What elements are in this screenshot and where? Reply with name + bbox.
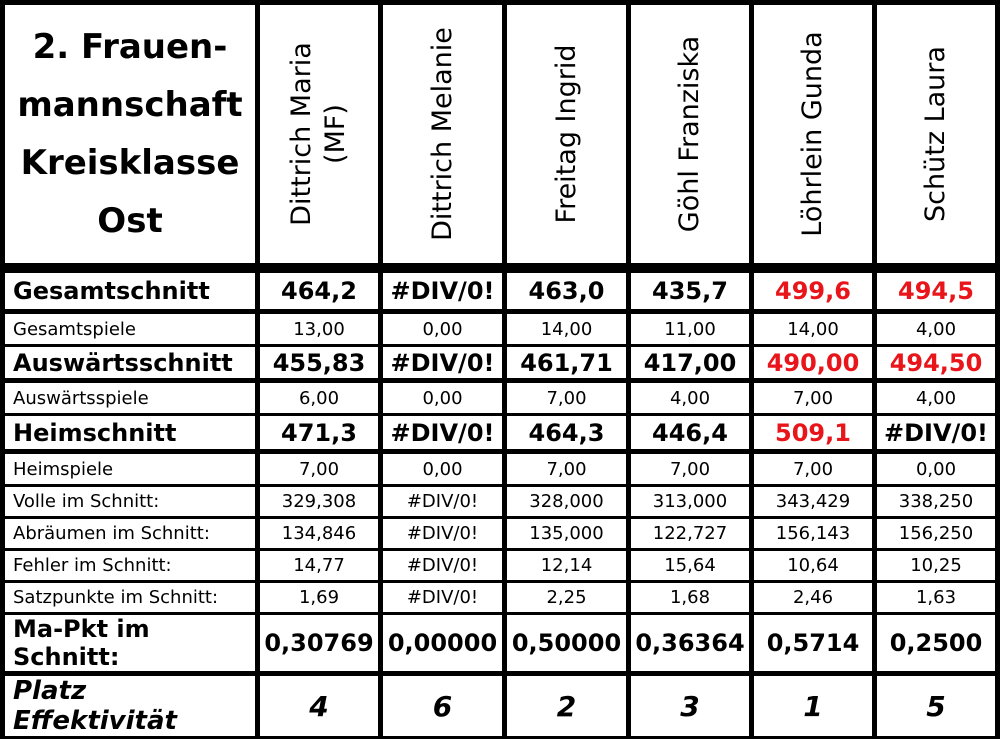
value-cell: 509,1 [754, 416, 877, 454]
value-cell: 15,64 [631, 551, 754, 583]
value-cell: 1,68 [631, 583, 754, 615]
value-cell: 156,250 [877, 519, 1000, 551]
row-label: Satzpunkte im Schnitt: [0, 583, 260, 615]
value-cell: 12,14 [507, 551, 631, 583]
table-row [0, 487, 1000, 519]
value-cell: #DIV/0! [383, 583, 507, 615]
player-header [507, 0, 631, 268]
value-cell: 13,00 [260, 314, 383, 347]
table-row [0, 551, 1000, 583]
value-cell: 328,000 [507, 487, 631, 519]
value-cell: 329,308 [260, 487, 383, 519]
value-cell: 7,00 [260, 454, 383, 487]
value-cell: 14,00 [507, 314, 631, 347]
value-cell: 463,0 [507, 268, 631, 314]
row-label: Heimschnitt [0, 416, 260, 454]
value-cell: 4 [260, 676, 383, 739]
value-cell: 11,00 [631, 314, 754, 347]
player-name: Dittrich Maria (MF) [286, 42, 351, 226]
player-name: Schütz Laura [920, 46, 951, 222]
value-cell: 122,727 [631, 519, 754, 551]
value-cell: #DIV/0! [383, 519, 507, 551]
player-header [877, 0, 1000, 268]
row-label: Abräumen im Schnitt: [0, 519, 260, 551]
row-label: Auswärtsspiele [0, 383, 260, 416]
value-cell: #DIV/0! [383, 347, 507, 383]
value-cell: 0,00 [877, 454, 1000, 487]
value-cell: #DIV/0! [383, 416, 507, 454]
value-cell: 10,25 [877, 551, 1000, 583]
value-cell: 490,00 [754, 347, 877, 383]
value-cell: #DIV/0! [383, 268, 507, 314]
value-cell: 461,71 [507, 347, 631, 383]
value-cell: 7,00 [631, 454, 754, 487]
value-cell: 446,4 [631, 416, 754, 454]
value-cell: 2 [507, 676, 631, 739]
title-line-3: Kreisklasse [20, 143, 240, 183]
value-cell: 6 [383, 676, 507, 739]
value-cell: 494,5 [877, 268, 1000, 314]
value-cell: 313,000 [631, 487, 754, 519]
row-label: Gesamtschnitt [0, 268, 260, 314]
value-cell: 0,00 [383, 314, 507, 347]
player-header [383, 0, 507, 268]
table-row [0, 519, 1000, 551]
value-cell: 10,64 [754, 551, 877, 583]
value-cell: 7,00 [507, 383, 631, 416]
table-row [0, 676, 1000, 739]
value-cell: 4,00 [631, 383, 754, 416]
value-cell: #DIV/0! [877, 416, 1000, 454]
title-line-1: 2. Frauen- [32, 27, 228, 67]
player-name: Freitag Ingrid [550, 44, 582, 224]
value-cell: 7,00 [507, 454, 631, 487]
value-cell: 6,00 [260, 383, 383, 416]
title-line-2: mannschaft [17, 85, 243, 125]
table-row [0, 454, 1000, 487]
value-cell: 1,69 [260, 583, 383, 615]
table-row [0, 416, 1000, 454]
row-label: Fehler im Schnitt: [0, 551, 260, 583]
table-row [0, 583, 1000, 615]
player-name: Löhrlein Gunda [797, 31, 828, 237]
value-cell: 0,00 [383, 383, 507, 416]
value-cell: 0,5714 [754, 615, 877, 676]
value-cell: 156,143 [754, 519, 877, 551]
value-cell: 2,25 [507, 583, 631, 615]
value-cell: 0,2500 [877, 615, 1000, 676]
table-row [0, 383, 1000, 416]
value-cell: 1 [754, 676, 877, 739]
row-label: Auswärtsschnitt [0, 347, 260, 383]
row-label: Ma-Pkt im Schnitt: [0, 615, 260, 676]
value-cell: 499,6 [754, 268, 877, 314]
value-cell: #DIV/0! [383, 551, 507, 583]
value-cell: 7,00 [754, 383, 877, 416]
player-name: Göhl Franziska [674, 35, 705, 233]
value-cell: 0,00 [383, 454, 507, 487]
table-title [0, 0, 260, 268]
value-cell: 0,30769 [260, 615, 383, 676]
row-label: Platz Effektivität [0, 676, 260, 739]
value-cell: 464,2 [260, 268, 383, 314]
value-cell: #DIV/0! [383, 487, 507, 519]
value-cell: 3 [631, 676, 754, 739]
table-row [0, 347, 1000, 383]
value-cell: 5 [877, 676, 1000, 739]
table-row [0, 314, 1000, 347]
row-label: Gesamtspiele [0, 314, 260, 347]
value-cell: 135,000 [507, 519, 631, 551]
value-cell: 435,7 [631, 268, 754, 314]
value-cell: 4,00 [877, 383, 1000, 416]
player-name: Dittrich Melanie [426, 27, 458, 241]
value-cell: 0,36364 [631, 615, 754, 676]
value-cell: 134,846 [260, 519, 383, 551]
value-cell: 417,00 [631, 347, 754, 383]
value-cell: 2,46 [754, 583, 877, 615]
value-cell: 0,50000 [507, 615, 631, 676]
value-cell: 494,50 [877, 347, 1000, 383]
value-cell: 471,3 [260, 416, 383, 454]
row-label: Heimspiele [0, 454, 260, 487]
value-cell: 464,3 [507, 416, 631, 454]
player-header [631, 0, 754, 268]
value-cell: 4,00 [877, 314, 1000, 347]
value-cell: 14,00 [754, 314, 877, 347]
player-header [260, 0, 383, 268]
table-row [0, 615, 1000, 676]
value-cell: 0,00000 [383, 615, 507, 676]
value-cell: 14,77 [260, 551, 383, 583]
title-line-4: Ost [97, 201, 163, 241]
value-cell: 1,63 [877, 583, 1000, 615]
table-row [0, 268, 1000, 314]
value-cell: 343,429 [754, 487, 877, 519]
value-cell: 455,83 [260, 347, 383, 383]
value-cell: 338,250 [877, 487, 1000, 519]
row-label: Volle im Schnitt: [0, 487, 260, 519]
value-cell: 7,00 [754, 454, 877, 487]
player-header [754, 0, 877, 268]
